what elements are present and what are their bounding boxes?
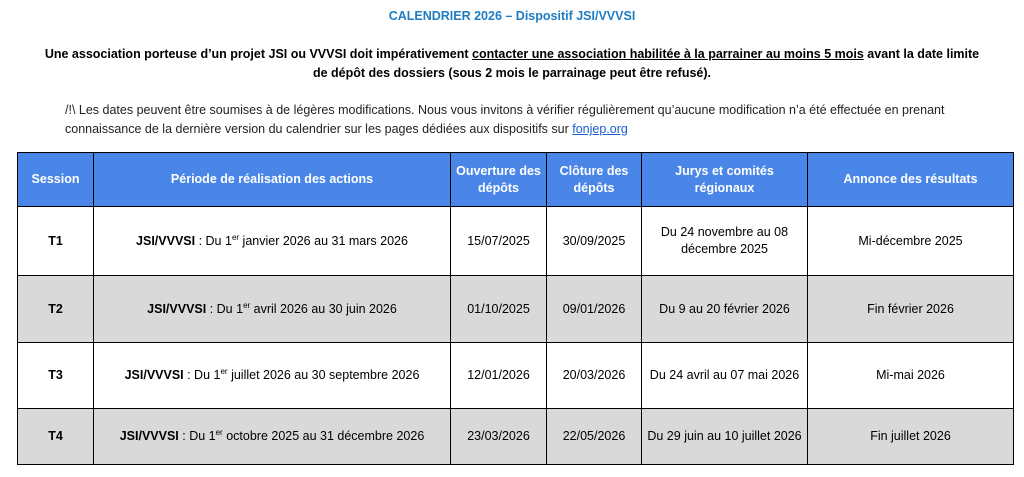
jurys-cell: Du 29 juin au 10 juillet 2026 [642,409,808,465]
period-cell [94,207,451,276]
disclaimer-note [65,101,995,139]
annonce-cell: Fin février 2026 [808,276,1014,343]
period-text: : Du 1 [195,233,232,248]
intro-paragraph [40,45,984,83]
period-text: : Du 1 [206,301,244,316]
cloture-cell: 22/05/2026 [547,409,642,465]
ouverture-cell: 15/07/2025 [451,207,547,276]
ordinal-sup: er [220,367,228,376]
header-jurys: Jurys et comités régionaux [642,153,808,207]
cloture-cell: 09/01/2026 [547,276,642,343]
jurys-cell: Du 24 novembre au 08 décembre 2025 [642,207,808,276]
ordinal-sup: er [215,428,223,437]
ouverture-cell: 23/03/2026 [451,409,547,465]
header-ouverture: Ouverture des dépôts [451,153,547,207]
period-cell [94,276,451,343]
intro-text-start: Une association porteuse d’un projet JSI ou VVVSI doit impérativement [44,47,473,61]
ouverture-cell: 12/01/2026 [451,343,547,409]
session-cell: T3 [18,343,94,409]
header-session: Session [18,153,94,207]
period-text: janvier 2026 au 31 mars 2026 [239,233,408,248]
cloture-cell: 30/09/2025 [547,207,642,276]
intro-underlined-text: contacter une association habilitée à la parrainer au moins 5 mois [472,47,864,61]
period-text: octobre 2025 au 31 décembre 2026 [222,429,425,443]
table-row [18,207,1014,276]
fonjep-link[interactable]: fonjep.org [572,122,628,136]
table-header-row [18,153,1014,207]
ordinal-sup: er [243,300,251,310]
page-title: CALENDRIER 2026 – Dispositif JSI/VVVSI [388,9,636,23]
annonce-cell: Mi-mai 2026 [808,343,1014,409]
header-periode: Période de réalisation des actions [94,153,451,207]
period-text: avril 2026 au 30 juin 2026 [250,301,397,316]
period-text: juillet 2026 au 30 septembre 2026 [227,368,420,382]
annonce-cell: Fin juillet 2026 [808,409,1014,465]
period-label: JSI/VVVSI [119,429,179,443]
ordinal-sup: er [231,232,240,242]
jurys-cell: Du 24 avril au 07 mai 2026 [642,343,808,409]
intro-text-end: avant la date limite de dépôt des dossiers (sous 2 mois le parrainage peut être refusé). [312,47,980,80]
table-row [18,409,1014,465]
table-row [18,343,1014,409]
period-label: JSI/VVVSI [136,233,196,248]
session-cell: T4 [18,409,94,465]
ouverture-cell: 01/10/2025 [451,276,547,343]
period-text: : Du 1 [183,368,221,382]
cloture-cell: 20/03/2026 [547,343,642,409]
period-cell [94,409,451,465]
period-text: : Du 1 [178,429,216,443]
period-label: JSI/VVVSI [147,301,207,316]
calendar-table [17,152,1014,465]
period-label: JSI/VVVSI [124,368,184,382]
period-cell [94,343,451,409]
disclaimer-text: /!\ Les dates peuvent être soumises à de légères modifications. Nous vous invitons à vérifier régulièrement qu’aucune modification n’a été effectuée en prenant connaissance de la dernière version du calendrier sur les pages dédiées aux dispositifs sur [65,103,945,136]
annonce-cell: Mi-décembre 2025 [808,207,1014,276]
session-cell: T2 [18,276,94,343]
table-row [18,276,1014,343]
header-annonce: Annonce des résultats [808,153,1014,207]
header-cloture: Clôture des dépôts [547,153,642,207]
session-cell: T1 [18,207,94,276]
jurys-cell: Du 9 au 20 février 2026 [642,276,808,343]
